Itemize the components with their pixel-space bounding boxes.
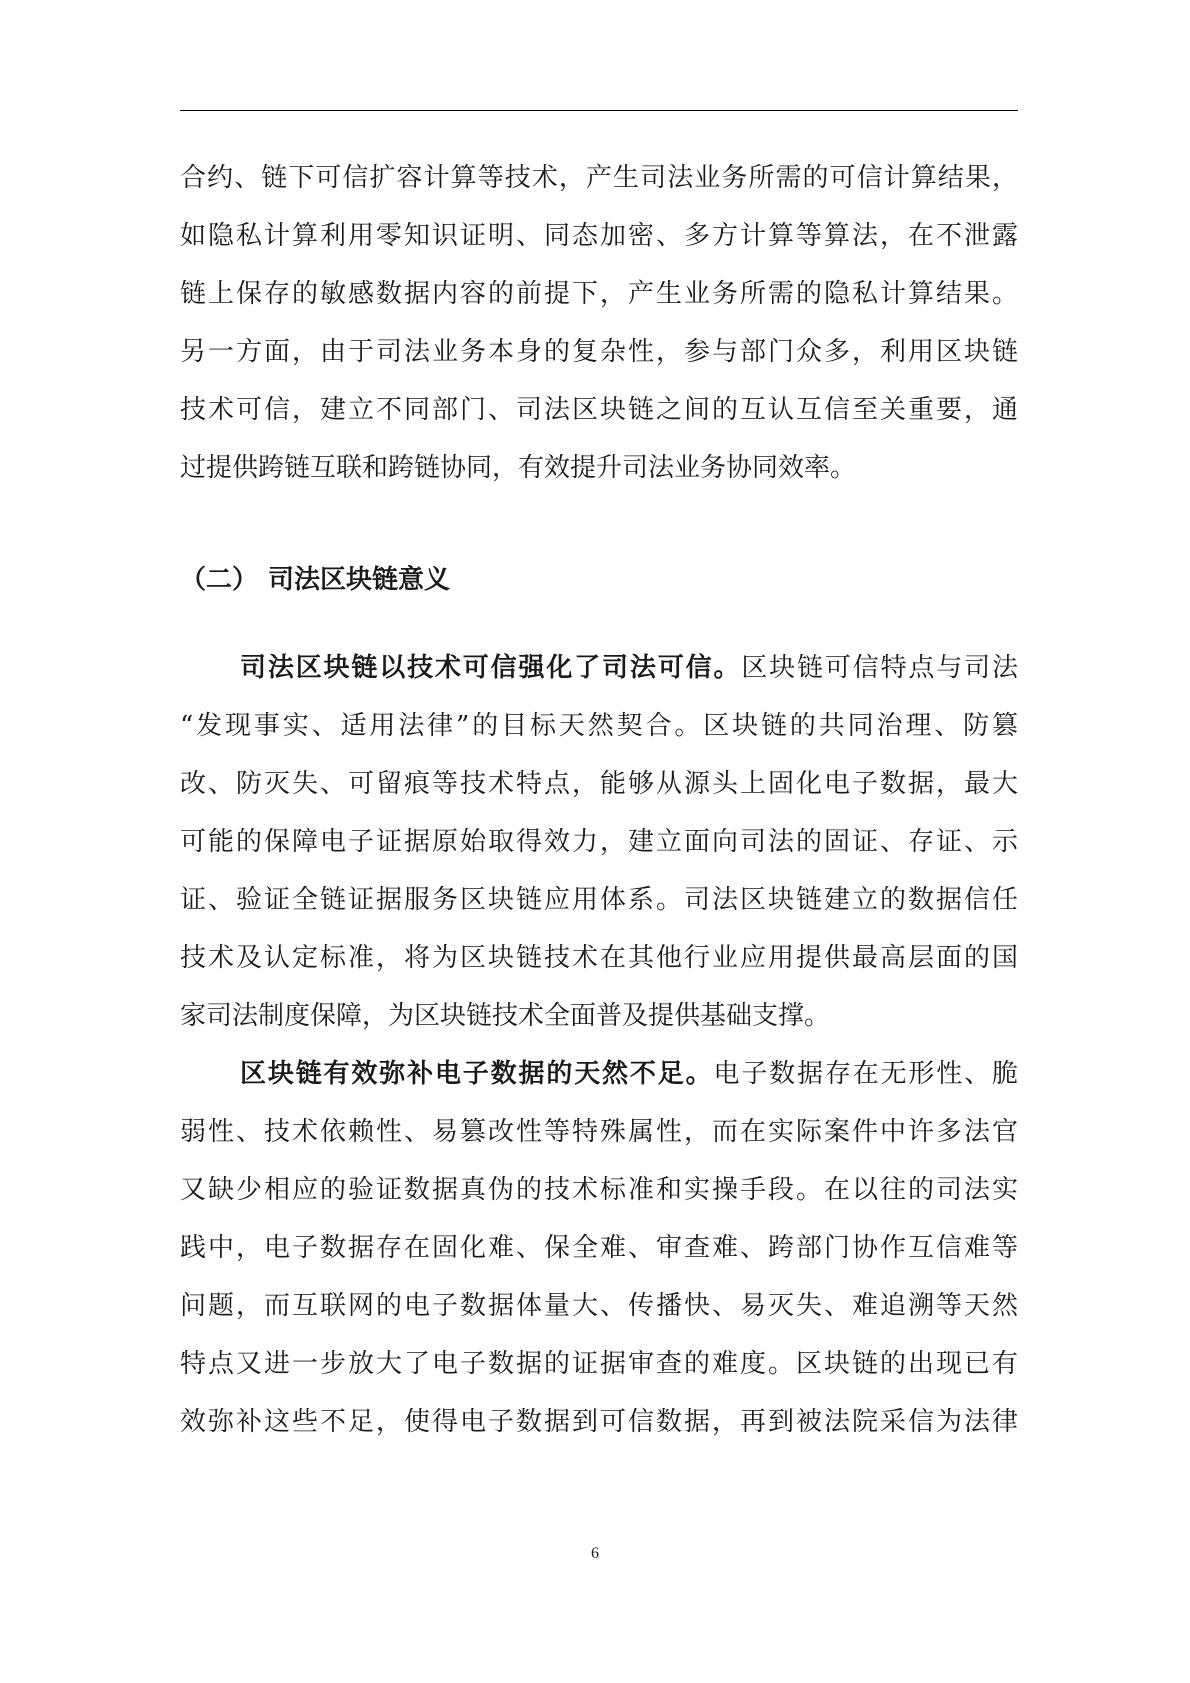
para2-line-3: 改、防灭失、可留痕等技术特点，能够从源头上固化电子数据，最大 [180,769,1018,799]
para3-lead: 区块链有效弥补电子数据的天然不足。 [240,1059,714,1089]
para2-line-1 [240,648,1018,688]
para1-line-6: 过提供跨链互联和跨链协同，有效提升司法业务协同效率。 [180,453,857,483]
para3-line-2: 弱性、技术依赖性、易篡改性等特殊属性，而在实际案件中许多法官 [180,1117,1018,1147]
header-rule [180,110,1018,111]
para1-line-5: 技术可信，建立不同部门、司法区块链之间的互认互信至关重要，通 [180,395,1018,425]
para2-line-6: 技术及认定标准，将为区块链技术在其他行业应用提供最高层面的国 [180,943,1018,973]
page-number: 6 [591,1545,599,1562]
para2-line-5: 证、验证全链证据服务区块链应用体系。司法区块链建立的数据信任 [180,885,1018,915]
para2-line-2: “发现事实、适用法律”的目标天然契合。区块链的共同治理、防篡 [180,711,1018,741]
para3-line-7: 效弥补这些不足，使得电子数据到可信数据，再到被法院采信为法律 [180,1407,1018,1437]
section-title: 司法区块链意义 [268,565,451,595]
para1-line-1: 合约、链下可信扩容计算等技术，产生司法业务所需的可信计算结果， [180,163,1018,193]
para2-first-rest: 区块链可信特点与司法 [741,653,1018,683]
para3-line-6: 特点又进一步放大了电子数据的证据审查的难度。区块链的出现已有 [180,1349,1018,1379]
section-heading [180,560,450,600]
para3-line-5: 问题，而互联网的电子数据体量大、传播快、易灭失、难追溯等天然 [180,1291,1018,1321]
para3-line-3: 又缺少相应的验证数据真伪的技术标准和实操手段。在以往的司法实 [180,1175,1018,1205]
para1-line-2: 如隐私计算利用零知识证明、同态加密、多方计算等算法，在不泄露 [180,221,1018,251]
para3-first-rest: 电子数据存在无形性、脆 [713,1059,1018,1089]
para3-line-1 [240,1054,1018,1094]
section-number: （二） [180,565,259,595]
para1-line-4: 另一方面，由于司法业务本身的复杂性，参与部门众多，利用区块链 [180,337,1018,367]
para3-line-4: 践中，电子数据存在固化难、保全难、审查难、跨部门协作互信难等 [180,1233,1018,1263]
para1-line-3: 链上保存的敏感数据内容的前提下，产生业务所需的隐私计算结果。 [180,279,1018,309]
para2-line-4: 可能的保障电子证据原始取得效力，建立面向司法的固证、存证、示 [180,827,1018,857]
para2-lead: 司法区块链以技术可信强化了司法可信。 [240,653,742,683]
para2-line-7: 家司法制度保障，为区块链技术全面普及提供基础支撑。 [180,1001,831,1031]
